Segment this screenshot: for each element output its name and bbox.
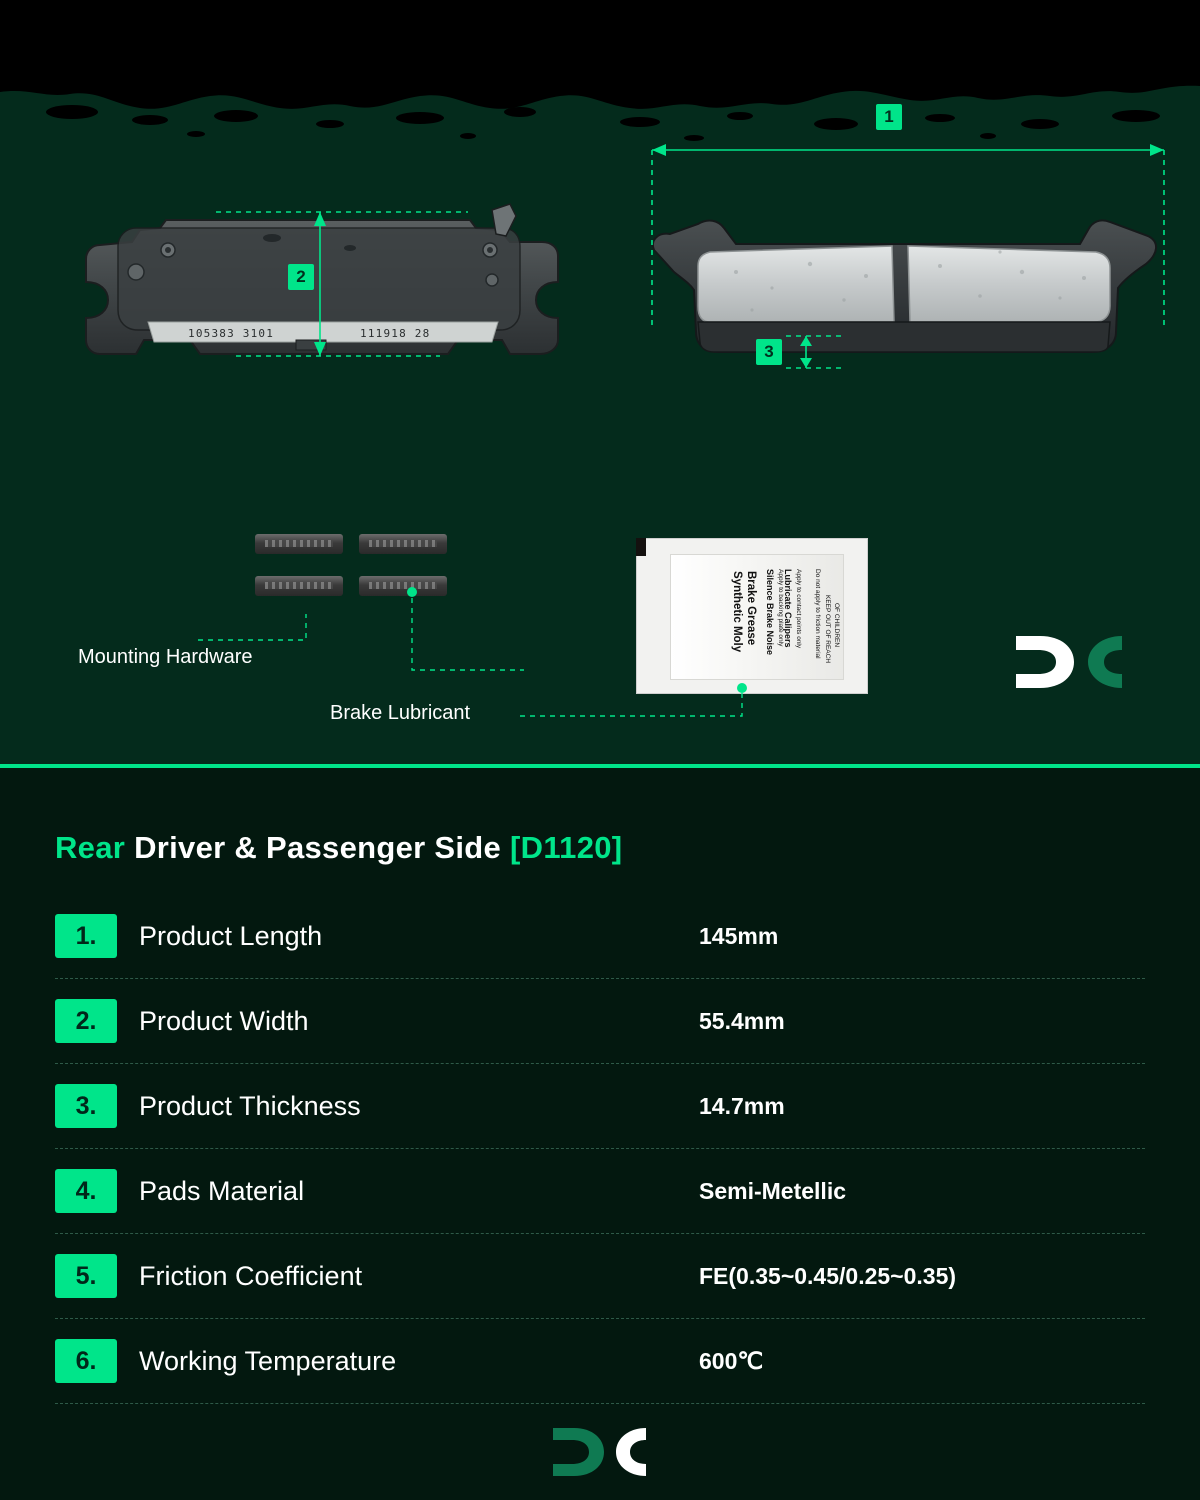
pouch-warning-3: OF CHILDREN [833,603,840,648]
row-name: Pads Material [139,1175,305,1206]
row-name: Product Width [139,1005,309,1036]
hardware-clip [359,576,447,596]
lubricant-pouch [670,554,844,680]
callout-1: 1 [876,104,902,130]
brake-pad-backplate-view [40,190,600,390]
svg-text:111918 28: 111918 28 [360,327,431,340]
row-value: 14.7mm [699,1092,785,1119]
svg-text:105383 3101: 105383 3101 [188,327,275,340]
torn-edge-decoration [0,0,1200,170]
hardware-clip [255,576,343,596]
callout-2: 2 [288,264,314,290]
mounting-hardware-label: Mounting Hardware [78,646,253,668]
table-row [55,1319,1145,1404]
pouch-title-line1: Synthetic Moly [731,571,743,653]
pouch-bullet-2: Lubricate Calipers [783,569,793,648]
row-index: 3. [55,1084,117,1128]
spec-section [0,770,1200,1500]
row-index: 6. [55,1339,117,1383]
pouch-warning-2: KEEP OUT OF REACH [824,595,831,664]
pouch-title-line2: Brake Grease [745,571,757,646]
row-value: 145mm [699,922,779,949]
row-name: Product Length [139,920,323,951]
table-row [55,1234,1145,1319]
spec-title-code: [D1120] [510,830,623,865]
row-index: 1. [55,914,117,958]
row-name: Product Thickness [139,1090,361,1121]
spec-title-prefix: Rear [55,830,126,865]
row-name: Friction Coefficient [139,1260,363,1291]
pouch-sub-2: Apply to contact points only [795,569,802,649]
table-row [55,979,1145,1064]
table-row [55,894,1145,979]
row-value: FE(0.35~0.45/0.25~0.35) [699,1262,957,1289]
brand-logo-footer-icon [548,1424,652,1480]
hardware-clip [359,534,447,554]
mounting-hardware-group [255,534,455,614]
pouch-bullet-1: Silence Brake Noise [765,569,775,656]
accent-divider [0,764,1200,768]
brake-lubricant-pouch-image [636,538,868,694]
brake-pad-friction-view [640,180,1180,390]
row-name: Working Temperature [139,1345,397,1376]
table-row [55,1149,1145,1234]
callout-3: 3 [756,339,782,365]
table-row [55,1064,1145,1149]
row-value: Semi-Metellic [699,1177,846,1204]
row-index: 5. [55,1254,117,1298]
row-index: 4. [55,1169,117,1213]
row-value: 600℃ [699,1347,764,1374]
spec-title [55,830,622,866]
row-index: 2. [55,999,117,1043]
spec-title-main: Driver & Passenger Side [134,830,502,865]
row-value: 55.4mm [699,1007,785,1034]
pouch-warning-1: Do not apply to friction material [814,569,821,659]
hardware-clip [255,534,343,554]
brake-lubricant-label: Brake Lubricant [330,702,471,724]
brand-logo-icon [1010,630,1130,694]
pouch-sub-1: Apply to backing plate only [777,569,784,647]
spec-table [55,894,1145,1404]
